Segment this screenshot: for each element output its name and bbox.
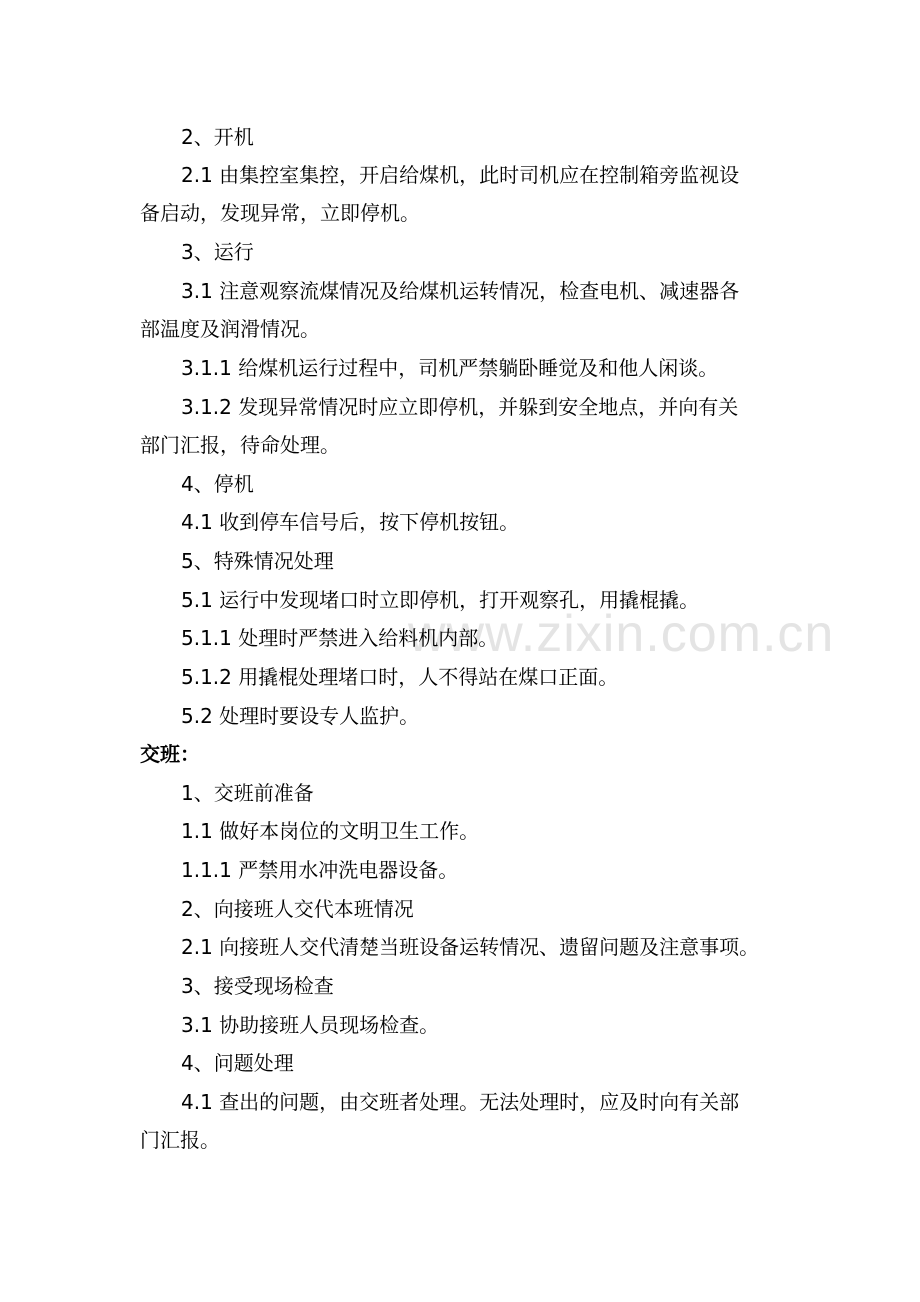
paragraph-line: 2.1 由集控室集控，开启给煤机，此时司机应在控制箱旁监视设 [181, 163, 740, 187]
section-heading-handover-prep: 1、交班前准备 [181, 781, 314, 805]
paragraph-line: 3.1 注意观察流煤情况及给煤机运转情况，检查电机、减速器各 [181, 279, 740, 303]
section-heading-brief-successor: 2、向接班人交代本班情况 [181, 897, 414, 921]
paragraph-line: 3.1 协助接班人员现场检查。 [181, 1013, 440, 1037]
paragraph-line: 部温度及润滑情况。 [140, 317, 320, 341]
paragraph-line: 2.1 向接班人交代清楚当班设备运转情况、遗留问题及注意事项。 [181, 935, 760, 959]
section-heading-startup: 2、开机 [181, 125, 254, 149]
paragraph-line: 5.1.1 处理时严禁进入给料机内部。 [181, 626, 499, 650]
paragraph-line: 3.1.1 给煤机运行过程中，司机严禁躺卧睡觉及和他人闲谈。 [181, 356, 719, 380]
paragraph-line: 门汇报。 [140, 1128, 220, 1152]
paragraph-line: 4.1 收到停车信号后，按下停机按钮。 [181, 510, 520, 534]
section-heading-operation: 3、运行 [181, 240, 254, 264]
section-heading-shutdown: 4、停机 [181, 472, 254, 496]
section-heading-special-cases: 5、特殊情况处理 [181, 549, 334, 573]
paragraph-line: 5.2 处理时要设专人监护。 [181, 704, 420, 728]
paragraph-line: 5.1 运行中发现堵口时立即停机，打开观察孔，用撬棍撬。 [181, 588, 700, 612]
paragraph-line: 1.1.1 严禁用水冲洗电器设备。 [181, 858, 459, 882]
section-heading-problem-handling: 4、问题处理 [181, 1051, 294, 1075]
paragraph-line: 5.1.2 用撬棍处理堵口时，人不得站在煤口正面。 [181, 665, 619, 689]
paragraph-line: 部门汇报，待命处理。 [140, 433, 340, 457]
paragraph-line: 备启动，发现异常，立即停机。 [140, 201, 420, 225]
paragraph-line: 3.1.2 发现异常情况时应立即停机，并躲到安全地点，并向有关 [181, 395, 739, 419]
handover-heading: 交班： [140, 742, 200, 766]
watermark: www.zixin.com.cn [408, 605, 835, 663]
section-heading-site-inspection: 3、接受现场检查 [181, 974, 334, 998]
paragraph-line: 4.1 查出的问题，由交班者处理。无法处理时，应及时向有关部 [181, 1090, 740, 1114]
paragraph-line: 1.1 做好本岗位的文明卫生工作。 [181, 819, 480, 843]
